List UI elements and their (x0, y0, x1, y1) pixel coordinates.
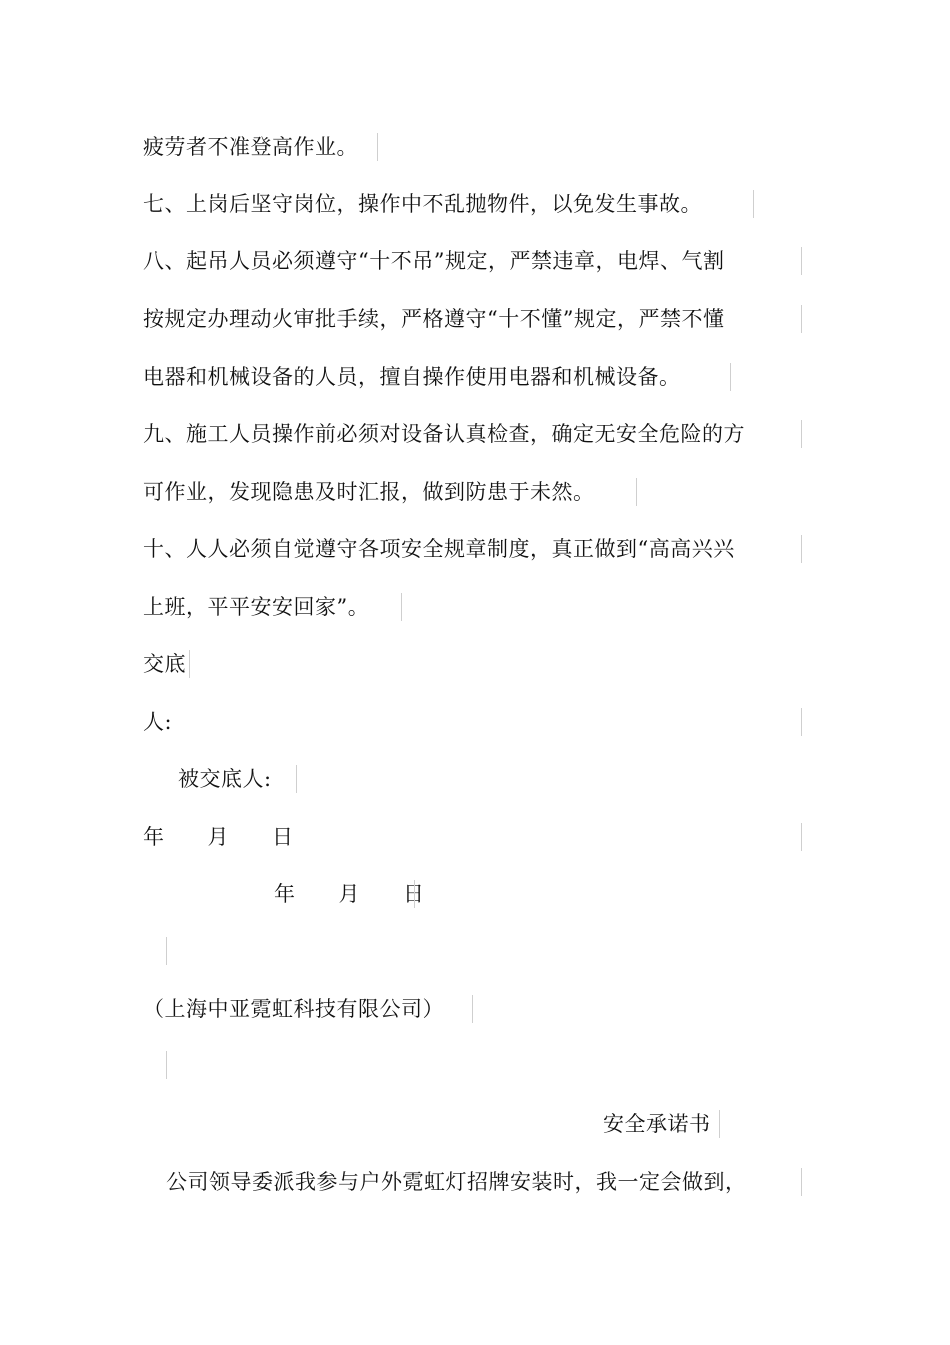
rule-9-line-2: 可作业，发现隐患及时汇报，做到防患于未然。 (143, 480, 595, 504)
handover-label-part2: 人: (143, 710, 173, 734)
rule-10-line-2: 上班，平平安安回家”。 (143, 595, 370, 619)
pledge-body-line-1: 公司领导委派我参与户外霓虹灯招牌安装时，我一定会做到， (166, 1170, 747, 1194)
rule-9-line-1: 九、施工人员操作前必须对设备认真检查，确定无安全危险的方 (143, 422, 745, 446)
date-line-2: 年 月 日 (274, 882, 425, 906)
handover-label-part1: 交底 (143, 652, 186, 676)
line-marker (166, 1051, 167, 1079)
line-marker (801, 247, 802, 275)
line-marker (166, 937, 167, 965)
line-marker (801, 708, 802, 736)
rule-8-line-2: 按规定办理动火审批手续，严格遵守“十不懂”规定，严禁不懂 (143, 307, 725, 331)
line-marker (801, 1168, 802, 1196)
line-marker (801, 535, 802, 563)
line-marker (801, 305, 802, 333)
rule-8-line-1: 八、起吊人员必须遵守“十不吊”规定，严禁违章，电焊、气割 (143, 249, 725, 273)
body-line-1: 疲劳者不准登高作业。 (143, 135, 358, 159)
line-marker (296, 765, 297, 793)
rule-8-line-3: 电器和机械设备的人员，擅自操作使用电器和机械设备。 (143, 365, 681, 389)
line-marker (401, 593, 402, 621)
pledge-title: 安全承诺书 (603, 1112, 711, 1136)
line-marker (636, 478, 637, 506)
line-marker (719, 1110, 720, 1138)
line-marker (189, 650, 190, 678)
line-marker (414, 880, 415, 908)
line-marker (753, 190, 754, 218)
rule-10-line-1: 十、人人必须自觉遵守各项安全规章制度，真正做到“高高兴兴 (143, 537, 735, 561)
line-marker (377, 133, 378, 161)
line-marker (730, 363, 731, 391)
date-line-1: 年 月 日 (143, 825, 294, 849)
line-marker (472, 995, 473, 1023)
rule-7: 七、上岗后坚守岗位，操作中不乱抛物件，以免发生事故。 (143, 192, 702, 216)
line-marker (801, 823, 802, 851)
company-name: （上海中亚霓虹科技有限公司） (143, 997, 444, 1021)
receiver-label: 被交底人: (178, 767, 272, 791)
line-marker (801, 420, 802, 448)
